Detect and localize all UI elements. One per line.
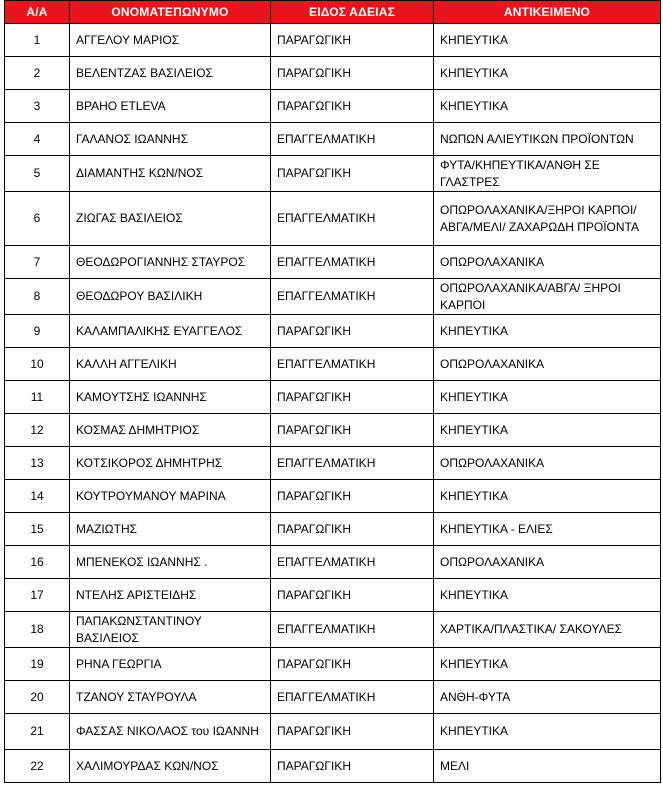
cell-permit-type: ΕΠΑΓΓΕΛΜΑΤΙΚΗ — [271, 123, 434, 156]
cell-aa: 18 — [5, 612, 70, 648]
cell-permit-type: ΠΑΡΑΓΩΓΙΚΗ — [271, 156, 434, 192]
cell-name: ΧΑΛΙΜΟΥΡΔΑΣ ΚΩΝ/ΝΟΣ — [70, 750, 271, 783]
table-row — [5, 348, 661, 381]
cell-aa: 6 — [5, 192, 70, 246]
table-row — [5, 414, 661, 447]
cell-name: ΜΑΖΙΩΤΗΣ — [70, 513, 271, 546]
cell-permit-type: ΕΠΑΓΓΕΛΜΑΤΙΚΗ — [271, 279, 434, 315]
cell-name: ΑΓΓΕΛΟΥ ΜΑΡΙΟΣ — [70, 24, 271, 57]
header-object: ΑΝΤΙΚΕΙΜΕΝΟ — [434, 1, 661, 24]
cell-object: ΦΥΤΑ/ΚΗΠΕΥΤΙΚΑ/ΑΝΘΗ ΣΕ ΓΛΑΣΤΡΕΣ — [434, 156, 661, 192]
cell-permit-type: ΠΑΡΑΓΩΓΙΚΗ — [271, 315, 434, 348]
cell-name: ΦΑΣΣΑΣ ΝΙΚΟΛΑΟΣ του ΙΩΑΝΝΗ — [70, 714, 271, 750]
cell-aa: 9 — [5, 315, 70, 348]
cell-object: ΟΠΩΡΟΛΑΧΑΝΙΚΑ — [434, 348, 661, 381]
cell-name: ΚΟΣΜΑΣ ΔΗΜΗΤΡΙΟΣ — [70, 414, 271, 447]
table-row — [5, 612, 661, 648]
cell-permit-type: ΠΑΡΑΓΩΓΙΚΗ — [271, 648, 434, 681]
table-row — [5, 90, 661, 123]
cell-aa: 1 — [5, 24, 70, 57]
cell-permit-type: ΠΑΡΑΓΩΓΙΚΗ — [271, 414, 434, 447]
cell-name: ΚΟΥΤΡΟΥΜΑΝΟΥ ΜΑΡΙΝΑ — [70, 480, 271, 513]
cell-permit-type: ΠΑΡΑΓΩΓΙΚΗ — [271, 90, 434, 123]
table-row — [5, 381, 661, 414]
table-row — [5, 315, 661, 348]
cell-aa: 22 — [5, 750, 70, 783]
header-aa: Α/Α — [5, 1, 70, 24]
table-row — [5, 681, 661, 714]
cell-name: ΚΟΤΣΙΚΟΡΟΣ ΔΗΜΗΤΡΗΣ — [70, 447, 271, 480]
cell-name: ΚΑΜΟΥΤΣΗΣ ΙΩΑΝΝΗΣ — [70, 381, 271, 414]
cell-aa: 14 — [5, 480, 70, 513]
cell-name: ΝΤΕΛΗΣ ΑΡΙΣΤΕΙΔΗΣ — [70, 579, 271, 612]
cell-permit-type: ΕΠΑΓΓΕΛΜΑΤΙΚΗ — [271, 447, 434, 480]
cell-permit-type: ΕΠΑΓΓΕΛΜΑΤΙΚΗ — [271, 681, 434, 714]
table-row — [5, 546, 661, 579]
cell-object: ΟΠΩΡΟΛΑΧΑΝΙΚΑ/ΑΒΓΑ/ ΞΗΡΟΙ ΚΑΡΠΟΙ — [434, 279, 661, 315]
cell-name: ΖΙΩΓΑΣ ΒΑΣΙΛΕΙΟΣ — [70, 192, 271, 246]
cell-permit-type: ΕΠΑΓΓΕΛΜΑΤΙΚΗ — [271, 348, 434, 381]
cell-name: ΤΖΑΝΟΥ ΣΤΑΥΡΟΥΛΑ — [70, 681, 271, 714]
cell-object: ΜΕΛΙ — [434, 750, 661, 783]
cell-name: ΚΑΛΛΗ ΑΓΓΕΛΙΚΗ — [70, 348, 271, 381]
cell-aa: 15 — [5, 513, 70, 546]
cell-name: ΡΗΝΑ ΓΕΩΡΓΙΑ — [70, 648, 271, 681]
cell-permit-type: ΠΑΡΑΓΩΓΙΚΗ — [271, 750, 434, 783]
cell-object: ΚΗΠΕΥΤΙΚΑ — [434, 57, 661, 90]
cell-object: ΑΝΘΗ-ΦΥΤΑ — [434, 681, 661, 714]
cell-aa: 10 — [5, 348, 70, 381]
cell-aa: 19 — [5, 648, 70, 681]
table-header-row — [5, 1, 661, 24]
table-row — [5, 279, 661, 315]
cell-object: ΟΠΩΡΟΛΑΧΑΝΙΚΑ — [434, 447, 661, 480]
cell-object: ΚΗΠΕΥΤΙΚΑ — [434, 714, 661, 750]
cell-object: ΚΗΠΕΥΤΙΚΑ — [434, 90, 661, 123]
cell-name: ΘΕΟΔΩΡΟΓΙΑΝΝΗΣ ΣΤΑΥΡΟΣ — [70, 246, 271, 279]
cell-permit-type: ΠΑΡΑΓΩΓΙΚΗ — [271, 24, 434, 57]
cell-name: ΜΠΕΝΕΚΟΣ ΙΩΑΝΝΗΣ . — [70, 546, 271, 579]
cell-name: ΓΑΛΑΝΟΣ ΙΩΑΝΝΗΣ — [70, 123, 271, 156]
table-body — [5, 24, 661, 783]
cell-name: ΔΙΑΜΑΝΤΗΣ ΚΩΝ/ΝΟΣ — [70, 156, 271, 192]
cell-permit-type: ΠΑΡΑΓΩΓΙΚΗ — [271, 513, 434, 546]
cell-object: ΚΗΠΕΥΤΙΚΑ - ΕΛΙΕΣ — [434, 513, 661, 546]
cell-aa: 12 — [5, 414, 70, 447]
cell-permit-type: ΠΑΡΑΓΩΓΙΚΗ — [271, 714, 434, 750]
table-row — [5, 57, 661, 90]
cell-object: ΚΗΠΕΥΤΙΚΑ — [434, 315, 661, 348]
cell-aa: 7 — [5, 246, 70, 279]
cell-aa: 3 — [5, 90, 70, 123]
cell-object: ΟΠΩΡΟΛΑΧΑΝΙΚΑ — [434, 546, 661, 579]
cell-aa: 17 — [5, 579, 70, 612]
cell-aa: 11 — [5, 381, 70, 414]
cell-aa: 2 — [5, 57, 70, 90]
cell-permit-type: ΠΑΡΑΓΩΓΙΚΗ — [271, 480, 434, 513]
table-row — [5, 714, 661, 750]
header-permit-type: ΕΙΔΟΣ ΑΔΕΙΑΣ — [271, 1, 434, 24]
cell-permit-type: ΕΠΑΓΓΕΛΜΑΤΙΚΗ — [271, 192, 434, 246]
cell-object: ΟΠΩΡΟΛΑΧΑΝΙΚΑ/ΞΗΡΟΙ ΚΑΡΠΟΙ/ΑΒΓΑ/ΜΕΛΙ/ ΖΑΧΑΡΩΔΗ ΠΡΟΪΟΝΤΑ — [434, 192, 661, 246]
cell-permit-type: ΕΠΑΓΓΕΛΜΑΤΙΚΗ — [271, 546, 434, 579]
cell-permit-type: ΠΑΡΑΓΩΓΙΚΗ — [271, 579, 434, 612]
cell-name: ΠΑΠΑΚΩΝΣΤΑΝΤΙΝΟΥ ΒΑΣΙΛΕΙΟΣ — [70, 612, 271, 648]
cell-aa: 8 — [5, 279, 70, 315]
cell-name: ΒΡΑΗΟ ETLEVA — [70, 90, 271, 123]
cell-aa: 21 — [5, 714, 70, 750]
cell-object: ΚΗΠΕΥΤΙΚΑ — [434, 24, 661, 57]
cell-object: ΟΠΩΡΟΛΑΧΑΝΙΚΑ — [434, 246, 661, 279]
cell-name: ΘΕΟΔΩΡΟΥ ΒΑΣΙΛΙΚΗ — [70, 279, 271, 315]
cell-aa: 20 — [5, 681, 70, 714]
table-row — [5, 24, 661, 57]
permits-table — [4, 0, 661, 783]
table-row — [5, 579, 661, 612]
cell-name: ΚΑΛΑΜΠΑΛΙΚΗΣ ΕΥΑΓΓΕΛΟΣ — [70, 315, 271, 348]
cell-object: ΚΗΠΕΥΤΙΚΑ — [434, 648, 661, 681]
table-row — [5, 192, 661, 246]
cell-aa: 16 — [5, 546, 70, 579]
cell-object: ΚΗΠΕΥΤΙΚΑ — [434, 381, 661, 414]
cell-permit-type: ΠΑΡΑΓΩΓΙΚΗ — [271, 381, 434, 414]
cell-aa: 13 — [5, 447, 70, 480]
cell-name: ΒΕΛΕΝΤΖΑΣ ΒΑΣΙΛΕΙΟΣ — [70, 57, 271, 90]
cell-permit-type: ΕΠΑΓΓΕΛΜΑΤΙΚΗ — [271, 612, 434, 648]
table-row — [5, 246, 661, 279]
header-name: ΟΝΟΜΑΤΕΠΩΝΥΜΟ — [70, 1, 271, 24]
table-row — [5, 156, 661, 192]
cell-permit-type: ΠΑΡΑΓΩΓΙΚΗ — [271, 57, 434, 90]
table-row — [5, 447, 661, 480]
cell-aa: 5 — [5, 156, 70, 192]
table-row — [5, 513, 661, 546]
cell-aa: 4 — [5, 123, 70, 156]
cell-object: ΚΗΠΕΥΤΙΚΑ — [434, 579, 661, 612]
cell-object: ΚΗΠΕΥΤΙΚΑ — [434, 480, 661, 513]
cell-permit-type: ΕΠΑΓΓΕΛΜΑΤΙΚΗ — [271, 246, 434, 279]
table-row — [5, 123, 661, 156]
cell-object: ΧΑΡΤΙΚΑ/ΠΛΑΣΤΙΚΑ/ ΣΑΚΟΥΛΕΣ — [434, 612, 661, 648]
table-row — [5, 648, 661, 681]
table-row — [5, 750, 661, 783]
cell-object: ΝΩΠΩΝ ΑΛΙΕΥΤΙΚΩΝ ΠΡΟΪΟΝΤΩΝ — [434, 123, 661, 156]
cell-object: ΚΗΠΕΥΤΙΚΑ — [434, 414, 661, 447]
table-row — [5, 480, 661, 513]
